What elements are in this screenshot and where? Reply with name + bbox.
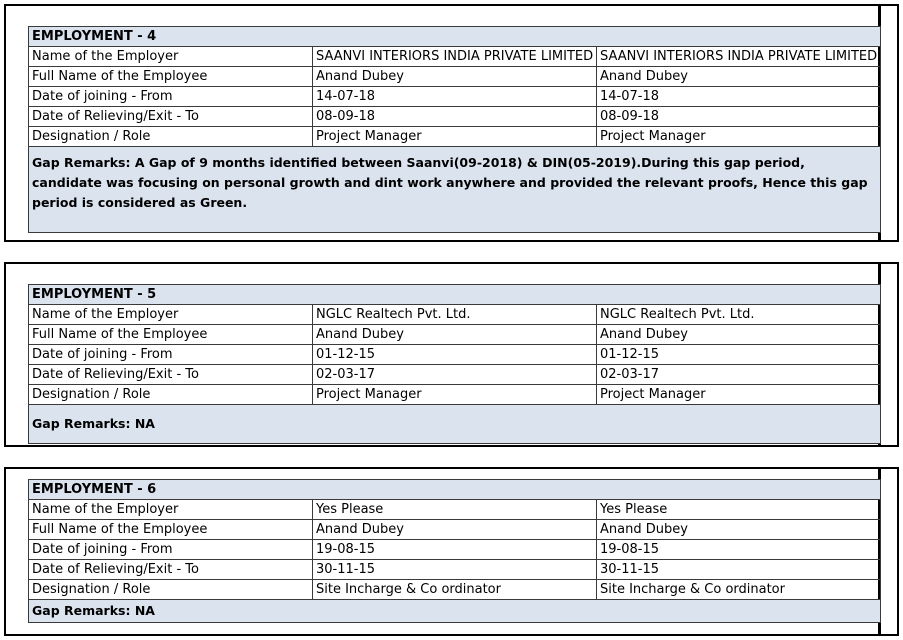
row-label-employee: Full Name of the Employee <box>29 67 313 87</box>
to-claimed: 30-11-15 <box>313 560 597 580</box>
employment-card-6 <box>4 467 899 636</box>
row-label-employer: Name of the Employer <box>29 305 313 325</box>
gap-remarks: Gap Remarks: NA <box>29 600 881 623</box>
role-verified: Project Manager <box>597 385 881 405</box>
table-row <box>29 385 881 405</box>
row-label-role: Designation / Role <box>29 580 313 600</box>
row-label-employer: Name of the Employer <box>29 47 313 67</box>
employment-card-5 <box>4 262 899 447</box>
from-verified: 14-07-18 <box>597 87 881 107</box>
employment-title: EMPLOYMENT - 4 <box>29 27 881 47</box>
from-claimed: 19-08-15 <box>313 540 597 560</box>
employment-title: EMPLOYMENT - 5 <box>29 285 881 305</box>
table-row <box>29 580 881 600</box>
table-row <box>29 127 881 147</box>
gap-remarks: Gap Remarks: A Gap of 9 months identified between Saanvi(09-2018) & DIN(05-2019).During this gap period, candidate was focusing on personal growth and dint work anywhere and provided the relevant proofs, Hence this gap period is considered as Green. <box>29 147 881 233</box>
employment-card-4 <box>4 4 899 242</box>
table-row <box>29 107 881 127</box>
employment-title: EMPLOYMENT - 6 <box>29 480 881 500</box>
employee-claimed: Anand Dubey <box>313 67 597 87</box>
to-verified: 02-03-17 <box>597 365 881 385</box>
employer-claimed: SAANVI INTERIORS INDIA PRIVATE LIMITED <box>313 47 597 67</box>
table-row <box>29 67 881 87</box>
from-claimed: 01-12-15 <box>313 345 597 365</box>
row-label-to: Date of Relieving/Exit - To <box>29 107 313 127</box>
row-label-role: Designation / Role <box>29 385 313 405</box>
table-row <box>29 345 881 365</box>
employment-table-5 <box>28 284 881 444</box>
row-label-to: Date of Relieving/Exit - To <box>29 365 313 385</box>
employer-claimed: Yes Please <box>313 500 597 520</box>
employment-table-6 <box>28 479 881 623</box>
table-row <box>29 305 881 325</box>
row-label-role: Designation / Role <box>29 127 313 147</box>
role-claimed: Site Incharge & Co ordinator <box>313 580 597 600</box>
employer-verified: NGLC Realtech Pvt. Ltd. <box>597 305 881 325</box>
employee-claimed: Anand Dubey <box>313 325 597 345</box>
table-row <box>29 540 881 560</box>
row-label-from: Date of joining - From <box>29 540 313 560</box>
employer-claimed: NGLC Realtech Pvt. Ltd. <box>313 305 597 325</box>
employee-verified: Anand Dubey <box>597 67 881 87</box>
row-label-employer: Name of the Employer <box>29 500 313 520</box>
row-label-employee: Full Name of the Employee <box>29 325 313 345</box>
to-verified: 30-11-15 <box>597 560 881 580</box>
to-claimed: 02-03-17 <box>313 365 597 385</box>
table-row <box>29 47 881 67</box>
from-verified: 01-12-15 <box>597 345 881 365</box>
role-claimed: Project Manager <box>313 127 597 147</box>
employment-table-4 <box>28 26 881 233</box>
role-verified: Project Manager <box>597 127 881 147</box>
employee-claimed: Anand Dubey <box>313 520 597 540</box>
employer-verified: SAANVI INTERIORS INDIA PRIVATE LIMITED <box>597 47 881 67</box>
table-row <box>29 87 881 107</box>
table-row <box>29 365 881 385</box>
employee-verified: Anand Dubey <box>597 520 881 540</box>
to-verified: 08-09-18 <box>597 107 881 127</box>
employee-verified: Anand Dubey <box>597 325 881 345</box>
role-verified: Site Incharge & Co ordinator <box>597 580 881 600</box>
from-verified: 19-08-15 <box>597 540 881 560</box>
employer-verified: Yes Please <box>597 500 881 520</box>
table-row <box>29 325 881 345</box>
row-label-to: Date of Relieving/Exit - To <box>29 560 313 580</box>
row-label-employee: Full Name of the Employee <box>29 520 313 540</box>
row-label-from: Date of joining - From <box>29 87 313 107</box>
to-claimed: 08-09-18 <box>313 107 597 127</box>
role-claimed: Project Manager <box>313 385 597 405</box>
gap-remarks: Gap Remarks: NA <box>29 405 881 444</box>
row-label-from: Date of joining - From <box>29 345 313 365</box>
table-row <box>29 520 881 540</box>
table-row <box>29 560 881 580</box>
from-claimed: 14-07-18 <box>313 87 597 107</box>
table-row <box>29 500 881 520</box>
